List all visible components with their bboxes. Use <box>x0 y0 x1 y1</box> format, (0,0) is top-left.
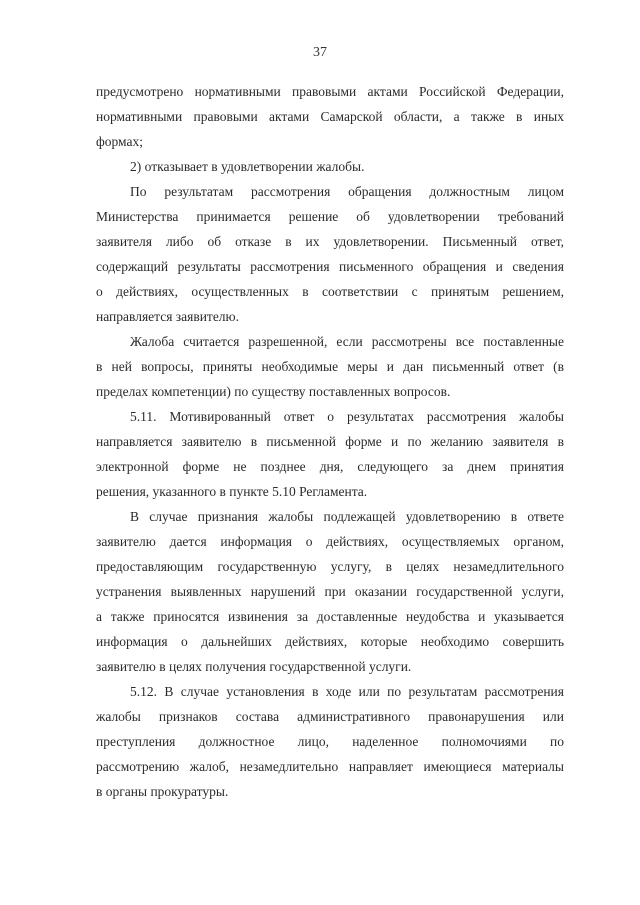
text-line: В случае признания жалобы подлежащей удовлетворению в ответе <box>130 509 564 524</box>
text-line: преступления должностное лицо, наделенное полномочиями по <box>96 734 564 749</box>
text-line: формах; <box>96 134 143 149</box>
text-line: решения, указанного в пункте 5.10 Регламента. <box>96 484 368 499</box>
text-line: направляется заявителю в письменной форме и по желанию заявителя в <box>96 434 564 449</box>
text-line: Министерства принимается решение об удовлетворении требований <box>96 209 564 224</box>
text-line: нормативными правовыми актами Самарской области, а также в иных <box>96 109 564 124</box>
text-line: заявителю в целях получения государственной услуги. <box>96 659 412 674</box>
text-line: содержащий результаты рассмотрения письменного обращения и сведения <box>96 259 564 274</box>
text-line: о действиях, осуществленных в соответствии с принятым решением, <box>96 284 564 299</box>
page-number: 37 <box>313 45 327 60</box>
text-line: а также приносятся извинения за доставленные неудобства и указывается <box>96 609 564 624</box>
text-line: предоставляющим государственную услугу, в целях незамедлительного <box>96 559 564 574</box>
text-line: Жалоба считается разрешенной, если рассмотрены все поставленные <box>130 334 564 349</box>
text-line: 5.11. Мотивированный ответ о результатах рассмотрения жалобы <box>130 409 564 424</box>
text-line: 5.12. В случае установления в ходе или по результатам рассмотрения <box>130 684 564 699</box>
text-line: По результатам рассмотрения обращения должностным лицом <box>130 184 564 199</box>
text-line: информация о дальнейших действиях, которые необходимо совершить <box>96 634 564 649</box>
text-line: устранения выявленных нарушений при оказании государственной услуги, <box>96 584 564 599</box>
text-line: жалобы признаков состава административного правонарушения или <box>96 709 564 724</box>
text-line: заявителя либо об отказе в их удовлетворении. Письменный ответ, <box>96 234 564 249</box>
text-line: направляется заявителю. <box>96 309 240 324</box>
text-line: электронной форме не позднее дня, следующего за днем принятия <box>96 459 564 474</box>
text-line: рассмотрению жалоб, незамедлительно направляет имеющиеся материалы <box>96 759 564 774</box>
text-line: 2) отказывает в удовлетворении жалобы. <box>130 159 365 174</box>
text-line: в ней вопросы, приняты необходимые меры и дан письменный ответ (в <box>96 359 564 374</box>
text-line: предусмотрено нормативными правовыми актами Российской Федерации, <box>96 84 564 99</box>
text-line: пределах компетенции) по существу поставленных вопросов. <box>96 384 451 399</box>
text-line: заявителю дается информация о действиях, осуществляемых органом, <box>96 534 564 549</box>
text-line: в органы прокуратуры. <box>96 784 229 799</box>
